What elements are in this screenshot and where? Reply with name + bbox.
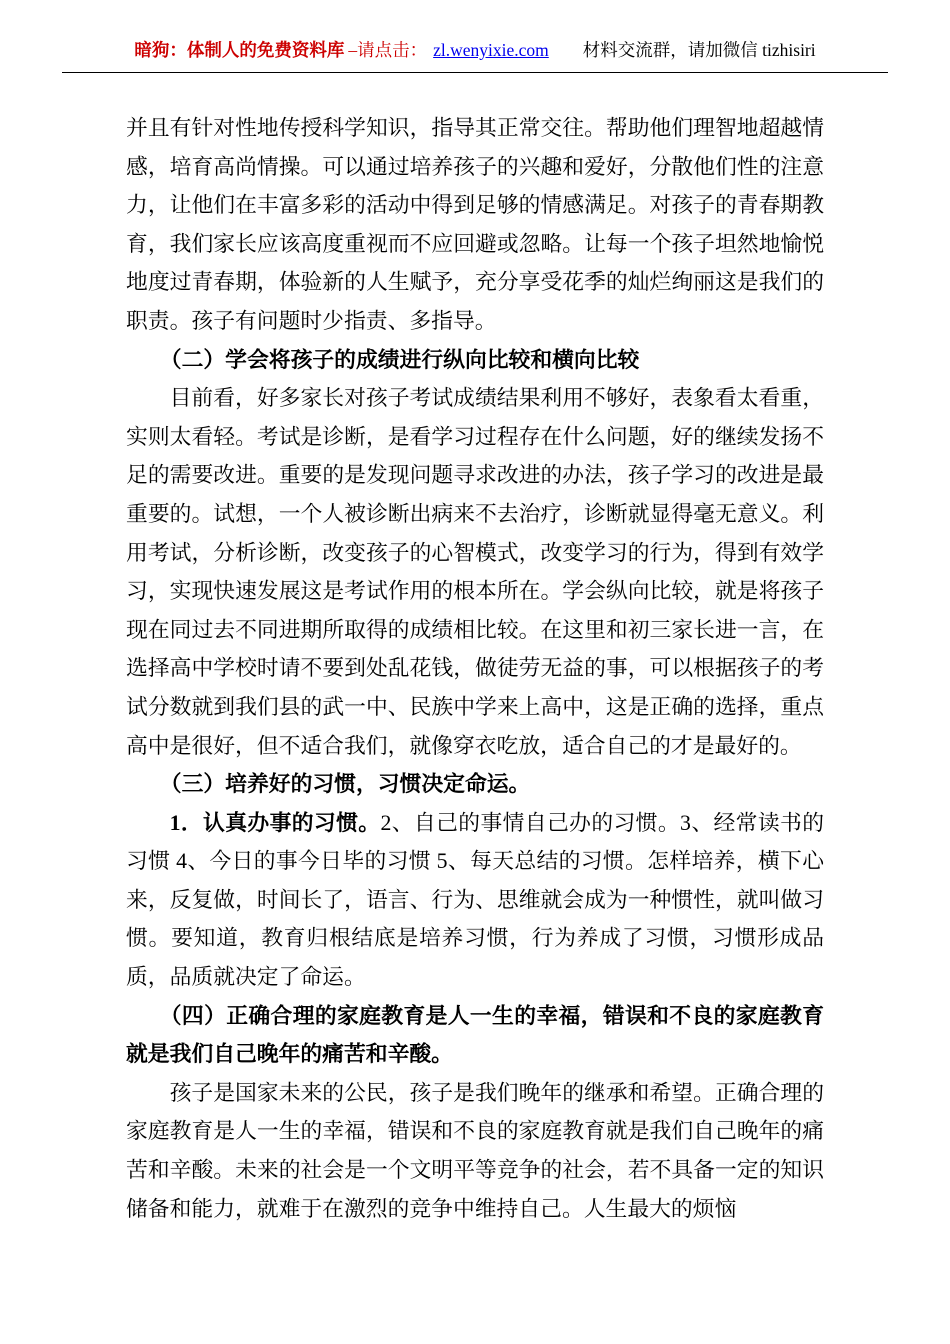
header-click-hint: –请点击： bbox=[348, 40, 428, 60]
header-site-label: 暗狗：体制人的免费资料库 bbox=[134, 40, 345, 60]
page-header bbox=[0, 0, 950, 72]
section-heading-2: （二）学会将孩子的成绩进行纵向比较和横向比较 bbox=[159, 347, 640, 372]
paragraph-continuation: 并且有针对性地传授科学知识，指导其正常交往。帮助他们理智地超越情感，培育高尚情操。可以通过培养孩子的兴趣和爱好，分散他们性的注意力，让他们在丰富多彩的活动中得到足够的情感满足。对孩子的青春期教育，我们家长应该高度重视而不应回避或忽略。让每一个孩子坦然地愉悦地度过青春期，体验新的人生赋予，充分享受花季的灿烂绚丽这是我们的职责。孩子有问题时少指责、多指导。 bbox=[126, 116, 824, 333]
section-heading-3: （三）培养好的习惯，习惯决定命运。 bbox=[159, 772, 531, 797]
section-heading-4: （四）正确合理的家庭教育是人一生的幸福，错误和不良的家庭教育就是我们自己晚年的痛苦和辛酸。 bbox=[126, 1003, 824, 1067]
paragraph: 目前看，好多家长对孩子考试成绩结果利用不够好，表象看太看重，实则太看轻。考试是诊断，是看学习过程存在什么问题，好的继续发扬不足的需要改进。重要的是发现问题寻求改进的办法，孩子学习的改进是最重要的。试想，一个人被诊断出病来不去治疗，诊断就显得毫无意义。利用考试，分析诊断，改变孩子的心智模式，改变学习的行为，得到有效学习，实现快速发展这是考试作用的根本所在。学会纵向比较，就是将孩子现在同过去不同进期所取得的成绩相比较。在这里和初三家长进一言，在选择高中学校时请不要到处乱花钱，做徒劳无益的事，可以根据孩子的考试分数就到我们县的武一中、民族中学来上高中，这是正确的选择，重点高中是很好，但不适合我们，就像穿衣吃放，适合自己的才是最好的。 bbox=[126, 386, 824, 758]
paragraph-bold-lead: 1．认真办事的习惯。 bbox=[169, 810, 381, 835]
paragraph bbox=[126, 804, 824, 997]
paragraph: 孩子是国家未来的公民，孩子是我们晚年的继承和希望。正确合理的家庭教育是人一生的幸福，错误和不良的家庭教育就是我们自己晚年的痛苦和辛酸。未来的社会是一个文明平等竞争的社会，若不具备一定的知识储备和能力，就难于在激烈的竞争中维持自己。人生最大的烦恼 bbox=[126, 1080, 824, 1221]
header-link[interactable]: zl.wenyixie.com bbox=[433, 40, 549, 60]
document-body bbox=[0, 73, 950, 1268]
paragraph-text: 2、自己的事情自己办的习惯。3、经常读书的习惯 4、今日的事今日毕的习惯 5、每天总结的习惯。怎样培养，横下心来，反复做，时间长了，语言、行为、思维就会成为一种惯性，就叫做习惯。要知道，教育归根结底是培养习惯，行为养成了习惯，习惯形成品质，品质就决定了命运。 bbox=[126, 810, 824, 990]
header-group-note: 材料交流群，请加微信 tizhisiri bbox=[582, 40, 816, 60]
